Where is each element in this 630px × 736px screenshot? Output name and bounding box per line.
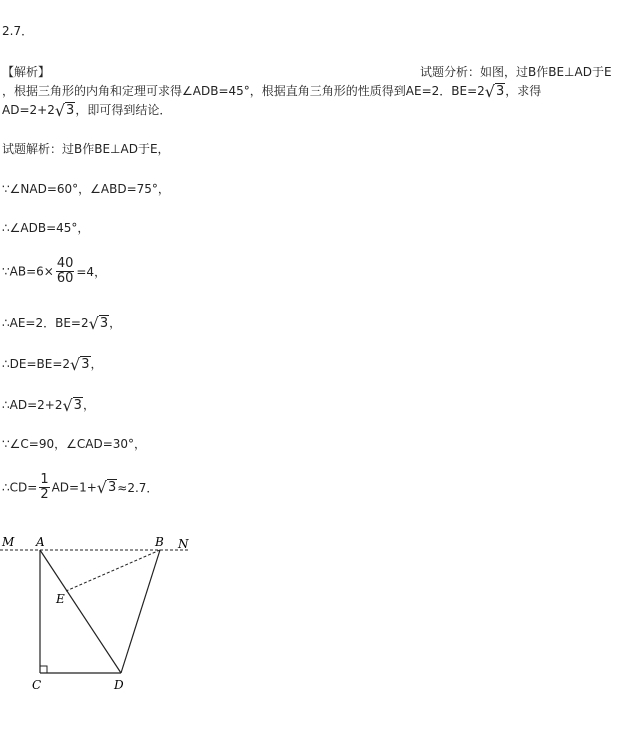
solution-step-4 bbox=[2, 314, 121, 331]
step6-text-a: ∴AD=2+2 bbox=[2, 398, 63, 412]
step1-text-c: ABD=75°， bbox=[100, 182, 170, 196]
step5-text-a: ∴DE=BE=2 bbox=[2, 357, 71, 371]
step6-text-b: ， bbox=[82, 398, 95, 412]
analysis-line2 bbox=[2, 82, 541, 99]
solution-step-3 bbox=[2, 257, 106, 286]
step5-text-b: ， bbox=[90, 357, 103, 371]
label-B: B bbox=[155, 535, 164, 549]
step7-text-a: ∵∠C=90， bbox=[2, 437, 67, 451]
geometry-figure bbox=[0, 525, 210, 695]
analysis-line3b: ，即可得到结论． bbox=[75, 103, 172, 117]
segment-BD bbox=[121, 550, 160, 673]
solution-step-7 bbox=[2, 435, 146, 452]
angle-symbol: ∠ bbox=[90, 182, 101, 196]
segment-AD bbox=[40, 550, 121, 673]
angle-symbol: ∠ bbox=[182, 84, 193, 98]
label-M: M bbox=[2, 535, 15, 549]
label-C: C bbox=[32, 678, 42, 692]
fraction-denominator: 2 bbox=[40, 487, 49, 502]
analysis-line2a: ，根据三角形的内角和定理可求得 bbox=[2, 84, 183, 98]
step8-text-a: ∴CD= bbox=[2, 480, 38, 495]
answer-text: 2.7． bbox=[2, 24, 34, 38]
sqrt-3: √3 bbox=[70, 355, 90, 374]
step3-text-a: ∵AB=6× bbox=[2, 264, 54, 279]
label-D: D bbox=[114, 678, 124, 692]
sqrt-3: √3 bbox=[484, 82, 505, 101]
solution-step-2: ∴∠ADB=45°， bbox=[2, 221, 90, 235]
fraction-denominator: 60 bbox=[56, 271, 74, 286]
sqrt-3: √3 bbox=[88, 314, 109, 333]
solution-step-8 bbox=[2, 473, 158, 502]
fraction-1-2 bbox=[39, 473, 49, 502]
label-A: A bbox=[36, 535, 45, 549]
solution-step-6 bbox=[2, 396, 95, 413]
label-N: N bbox=[178, 537, 189, 551]
analysis-line2c: ，求得 bbox=[505, 84, 542, 98]
solution-step-5 bbox=[2, 355, 103, 372]
step4-text-a: ∴AE=2．BE=2 bbox=[2, 316, 89, 330]
solution-heading: 试题解析：过B作BE⊥AD于E， bbox=[2, 142, 170, 156]
analysis-line3 bbox=[2, 101, 171, 118]
analysis-line3a: AD=2+2 bbox=[2, 103, 55, 117]
analysis-line1: 试题分析：如图，过B作BE⊥AD于E bbox=[420, 65, 612, 79]
fraction-numerator: 1 bbox=[40, 472, 49, 487]
step4-text-b: ， bbox=[109, 316, 122, 330]
step7-text-c: CAD=30°， bbox=[76, 437, 147, 451]
solution-step-1 bbox=[2, 180, 170, 197]
sqrt-3: √3 bbox=[62, 396, 82, 415]
analysis-tag: 【解析】 bbox=[2, 65, 51, 79]
step8-text-b: AD=1+ bbox=[51, 480, 97, 495]
analysis-line2b: ADB=45°，根据直角三角形的性质得到AE=2．BE=2 bbox=[192, 84, 485, 98]
fraction-numerator: 40 bbox=[56, 256, 74, 271]
sqrt-3: √3 bbox=[54, 101, 75, 120]
step3-text-b: =4， bbox=[76, 265, 107, 279]
label-E: E bbox=[56, 592, 65, 606]
right-angle-marker bbox=[40, 666, 47, 673]
step8-text-c: ≈2.7． bbox=[117, 481, 159, 495]
fraction-40-60 bbox=[56, 257, 75, 286]
sqrt-3: √3 bbox=[96, 478, 117, 497]
step1-text-a: ∵∠NAD=60°， bbox=[2, 182, 91, 196]
angle-symbol: ∠ bbox=[66, 437, 77, 451]
segment-BE bbox=[66, 550, 160, 591]
